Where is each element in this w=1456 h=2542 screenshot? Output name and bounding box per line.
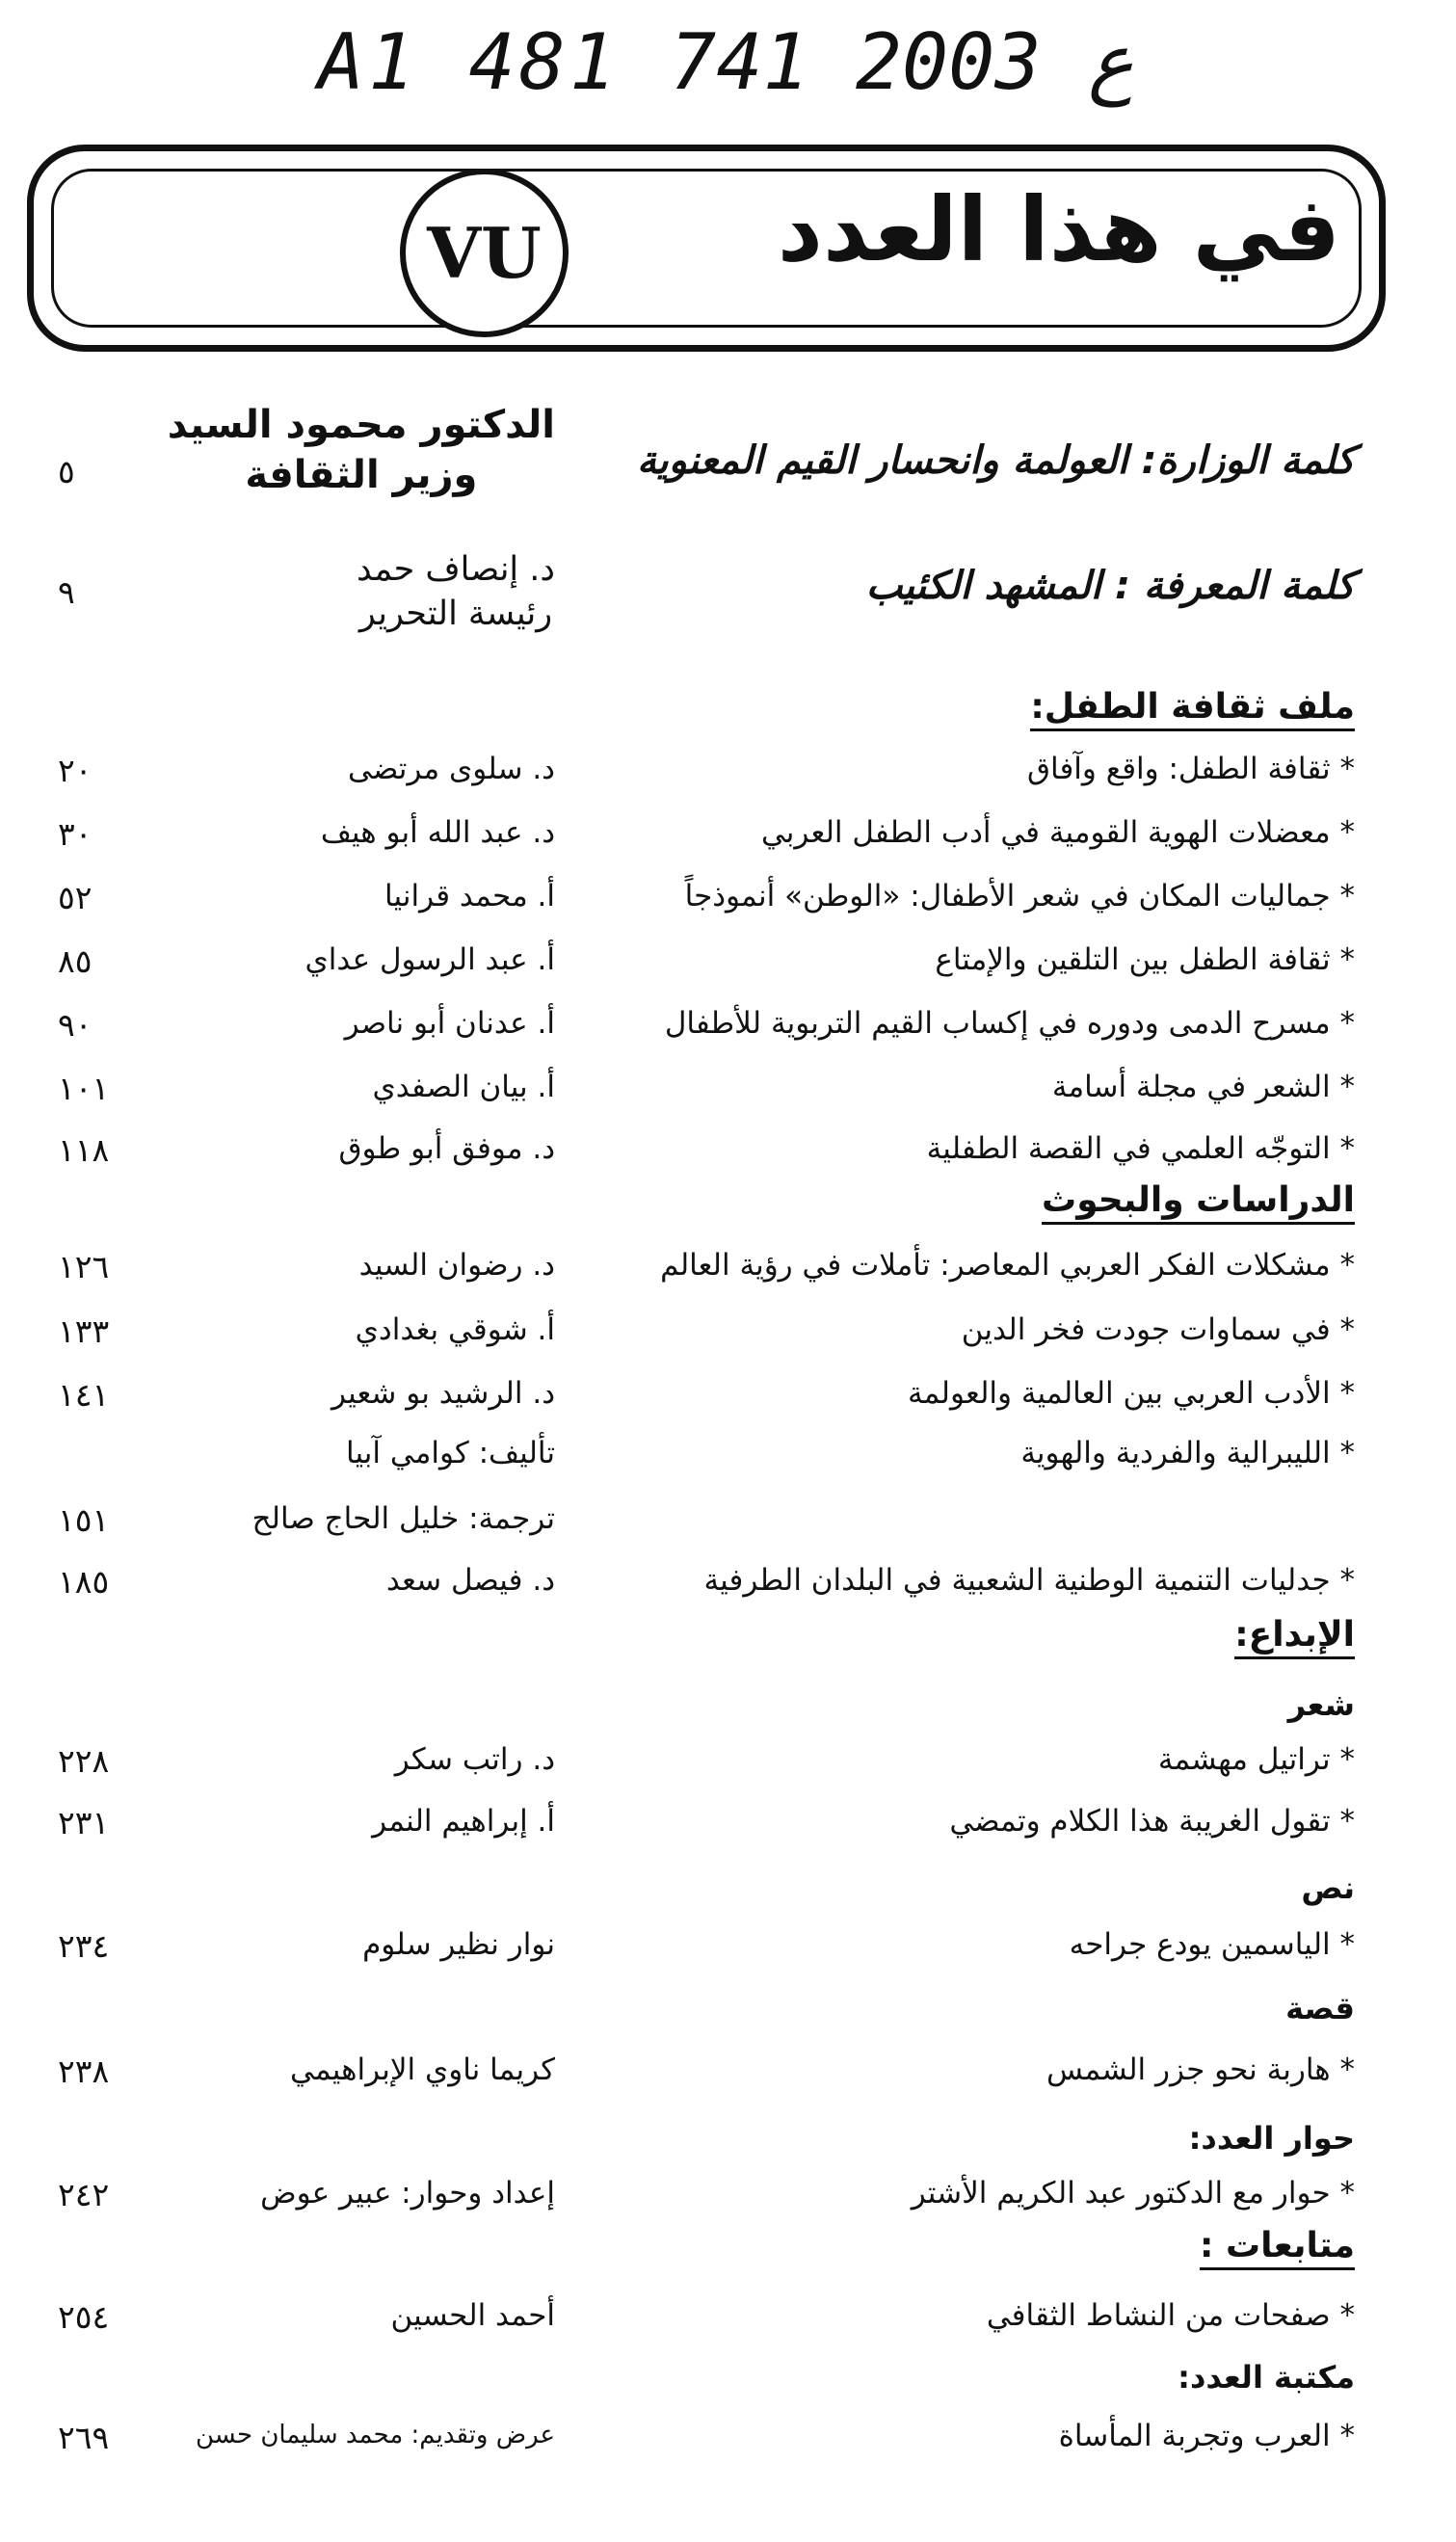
entry-author: أ. إبراهيم النمر (372, 1804, 555, 1839)
entry-title: * ثقافة الطفل بين التلقين والإمتاع (935, 942, 1355, 977)
entry-author: د. سلوى مرتضى (348, 752, 555, 786)
author-name: الدكتور محمود السيد (167, 403, 555, 447)
page-number: ١٠١ (58, 1070, 110, 1107)
entry-title: * صفحات من النشاط الثقافي (986, 2298, 1355, 2333)
vu-logo: VU (400, 169, 569, 337)
entry-author: إعداد وحوار: عبير عوض (260, 2176, 555, 2211)
entry-author: أ. بيان الصفدي (372, 1070, 555, 1104)
entry-author: د. راتب سكر (394, 1742, 555, 1777)
handwritten-note: A1 481 ع 2003 741 (318, 17, 1134, 107)
page-number: ٥ (58, 453, 75, 490)
page-number: ٢٣١ (58, 1804, 110, 1841)
entry-author: ترجمة: خليل الحاج صالح (251, 1501, 555, 1536)
entry-title: * تقول الغريبة هذا الكلام وتمضي (949, 1804, 1355, 1839)
entry-title: * مشكلات الفكر العربي المعاصر: تأملات في رؤية العالم (660, 1248, 1355, 1283)
page-number: ٢٦٩ (58, 2419, 110, 2456)
entry-title: كلمة المعرفة : المشهد الكئيب (865, 564, 1355, 608)
entry-author: تأليف: كوامي آبيا (346, 1436, 555, 1470)
entry-author: د. عبد الله أبو هيف (320, 815, 555, 850)
entry-title: * في سماوات جودت فخر الدين (961, 1312, 1355, 1347)
entry-author: أ. محمد قرانيا (384, 879, 555, 914)
entry-author: أ. شوقي بغدادي (355, 1312, 555, 1347)
page-number: ٢٣٤ (58, 1927, 110, 1965)
page-title: في هذا العدد (777, 178, 1340, 281)
entry-author (168, 400, 555, 500)
entry-author: كريما ناوي الإبراهيمي (290, 2052, 555, 2087)
entry-title: * ثقافة الطفل: واقع وآفاق (1026, 752, 1355, 786)
author-role: رئيسة التحرير (358, 595, 553, 633)
author-role: وزير الثقافة (245, 453, 478, 497)
page-number: ٨٥ (58, 942, 93, 980)
subsection-heading-story: قصة (1285, 1990, 1355, 2026)
entry-title: * جدليات التنمية الوطنية الشعبية في البلدان الطرفية (703, 1563, 1355, 1598)
entry-title: * الليبرالية والفردية والهوية (1020, 1436, 1355, 1470)
page-number: ١١٨ (58, 1131, 110, 1169)
entry-title: * حوار مع الدكتور عبد الكريم الأشتر (911, 2176, 1355, 2211)
page-number: ١٨٥ (58, 1563, 110, 1601)
page-number: ٢٤٢ (58, 2176, 110, 2213)
page-number: ١٢٦ (58, 1248, 110, 1285)
entry-author: أ. عبد الرسول عداي (304, 942, 555, 977)
subsection-heading-library: مكتبة العدد: (1178, 2359, 1355, 2396)
entry-author: نوار نظير سلوم (362, 1927, 555, 1962)
entry-author (357, 547, 555, 636)
subsection-heading-interview: حوار العدد: (1188, 2120, 1355, 2157)
subsection-heading-poetry: شعر (1287, 1686, 1355, 1723)
entry-author: د. رضوان السيد (358, 1248, 555, 1283)
page-number: ٢٢٨ (58, 1742, 110, 1780)
section-heading-child-culture: ملف ثقافة الطفل: (1030, 687, 1355, 731)
entry-title: * العرب وتجربة المأساة (1058, 2419, 1355, 2453)
page-number: ٢٠ (58, 752, 93, 789)
page-number: ٢٣٨ (58, 2052, 110, 2090)
entry-title: * تراتيل مهشمة (1157, 1742, 1355, 1777)
entry-author: د. موفق أبو طوق (338, 1131, 555, 1166)
page-number: ٥٢ (58, 879, 93, 916)
section-heading-creativity: الإبداع: (1234, 1615, 1355, 1659)
entry-title: * جماليات المكان في شعر الأطفال: «الوطن» أنموذجاً (684, 879, 1355, 914)
entry-title: * التوجّه العلمي في القصة الطفلية (926, 1131, 1355, 1166)
entry-author: د. الرشيد بو شعير (331, 1376, 555, 1411)
page-number: ٣٠ (58, 815, 93, 853)
entry-title: * هاربة نحو جزر الشمس (1046, 2052, 1355, 2087)
entry-author: د. فيصل سعد (385, 1563, 555, 1598)
subsection-heading-text: نص (1301, 1869, 1355, 1906)
entry-title: كلمة الوزارة: العولمة وانحسار القيم المعنوية (637, 438, 1355, 483)
author-name: د. إنصاف حمد (357, 550, 555, 589)
entry-title: * الشعر في مجلة أسامة (1051, 1070, 1355, 1104)
page-number: ٢٥٤ (58, 2298, 110, 2336)
entry-author: أحمد الحسين (390, 2298, 555, 2333)
page-number: ١٥١ (58, 1501, 110, 1539)
section-heading-studies: الدراسات والبحوث (1042, 1180, 1355, 1225)
entry-author: عرض وتقديم: محمد سليمان حسن (196, 2421, 555, 2449)
entry-title: * معضلات الهوية القومية في أدب الطفل العربي (760, 815, 1355, 850)
page-number: ١٣٣ (58, 1312, 110, 1350)
section-heading-follow-ups: متابعات : (1200, 2226, 1355, 2270)
page-number: ٩٠ (58, 1006, 93, 1044)
entry-title: * الأدب العربي بين العالمية والعولمة (907, 1376, 1355, 1411)
entry-author: أ. عدنان أبو ناصر (344, 1006, 555, 1041)
entry-title: * الياسمين يودع جراحه (1069, 1927, 1355, 1962)
page-number: ١٤١ (58, 1376, 110, 1414)
page-number: ٩ (58, 573, 75, 611)
entry-title: * مسرح الدمى ودوره في إكساب القيم التربوية للأطفال (664, 1006, 1355, 1041)
